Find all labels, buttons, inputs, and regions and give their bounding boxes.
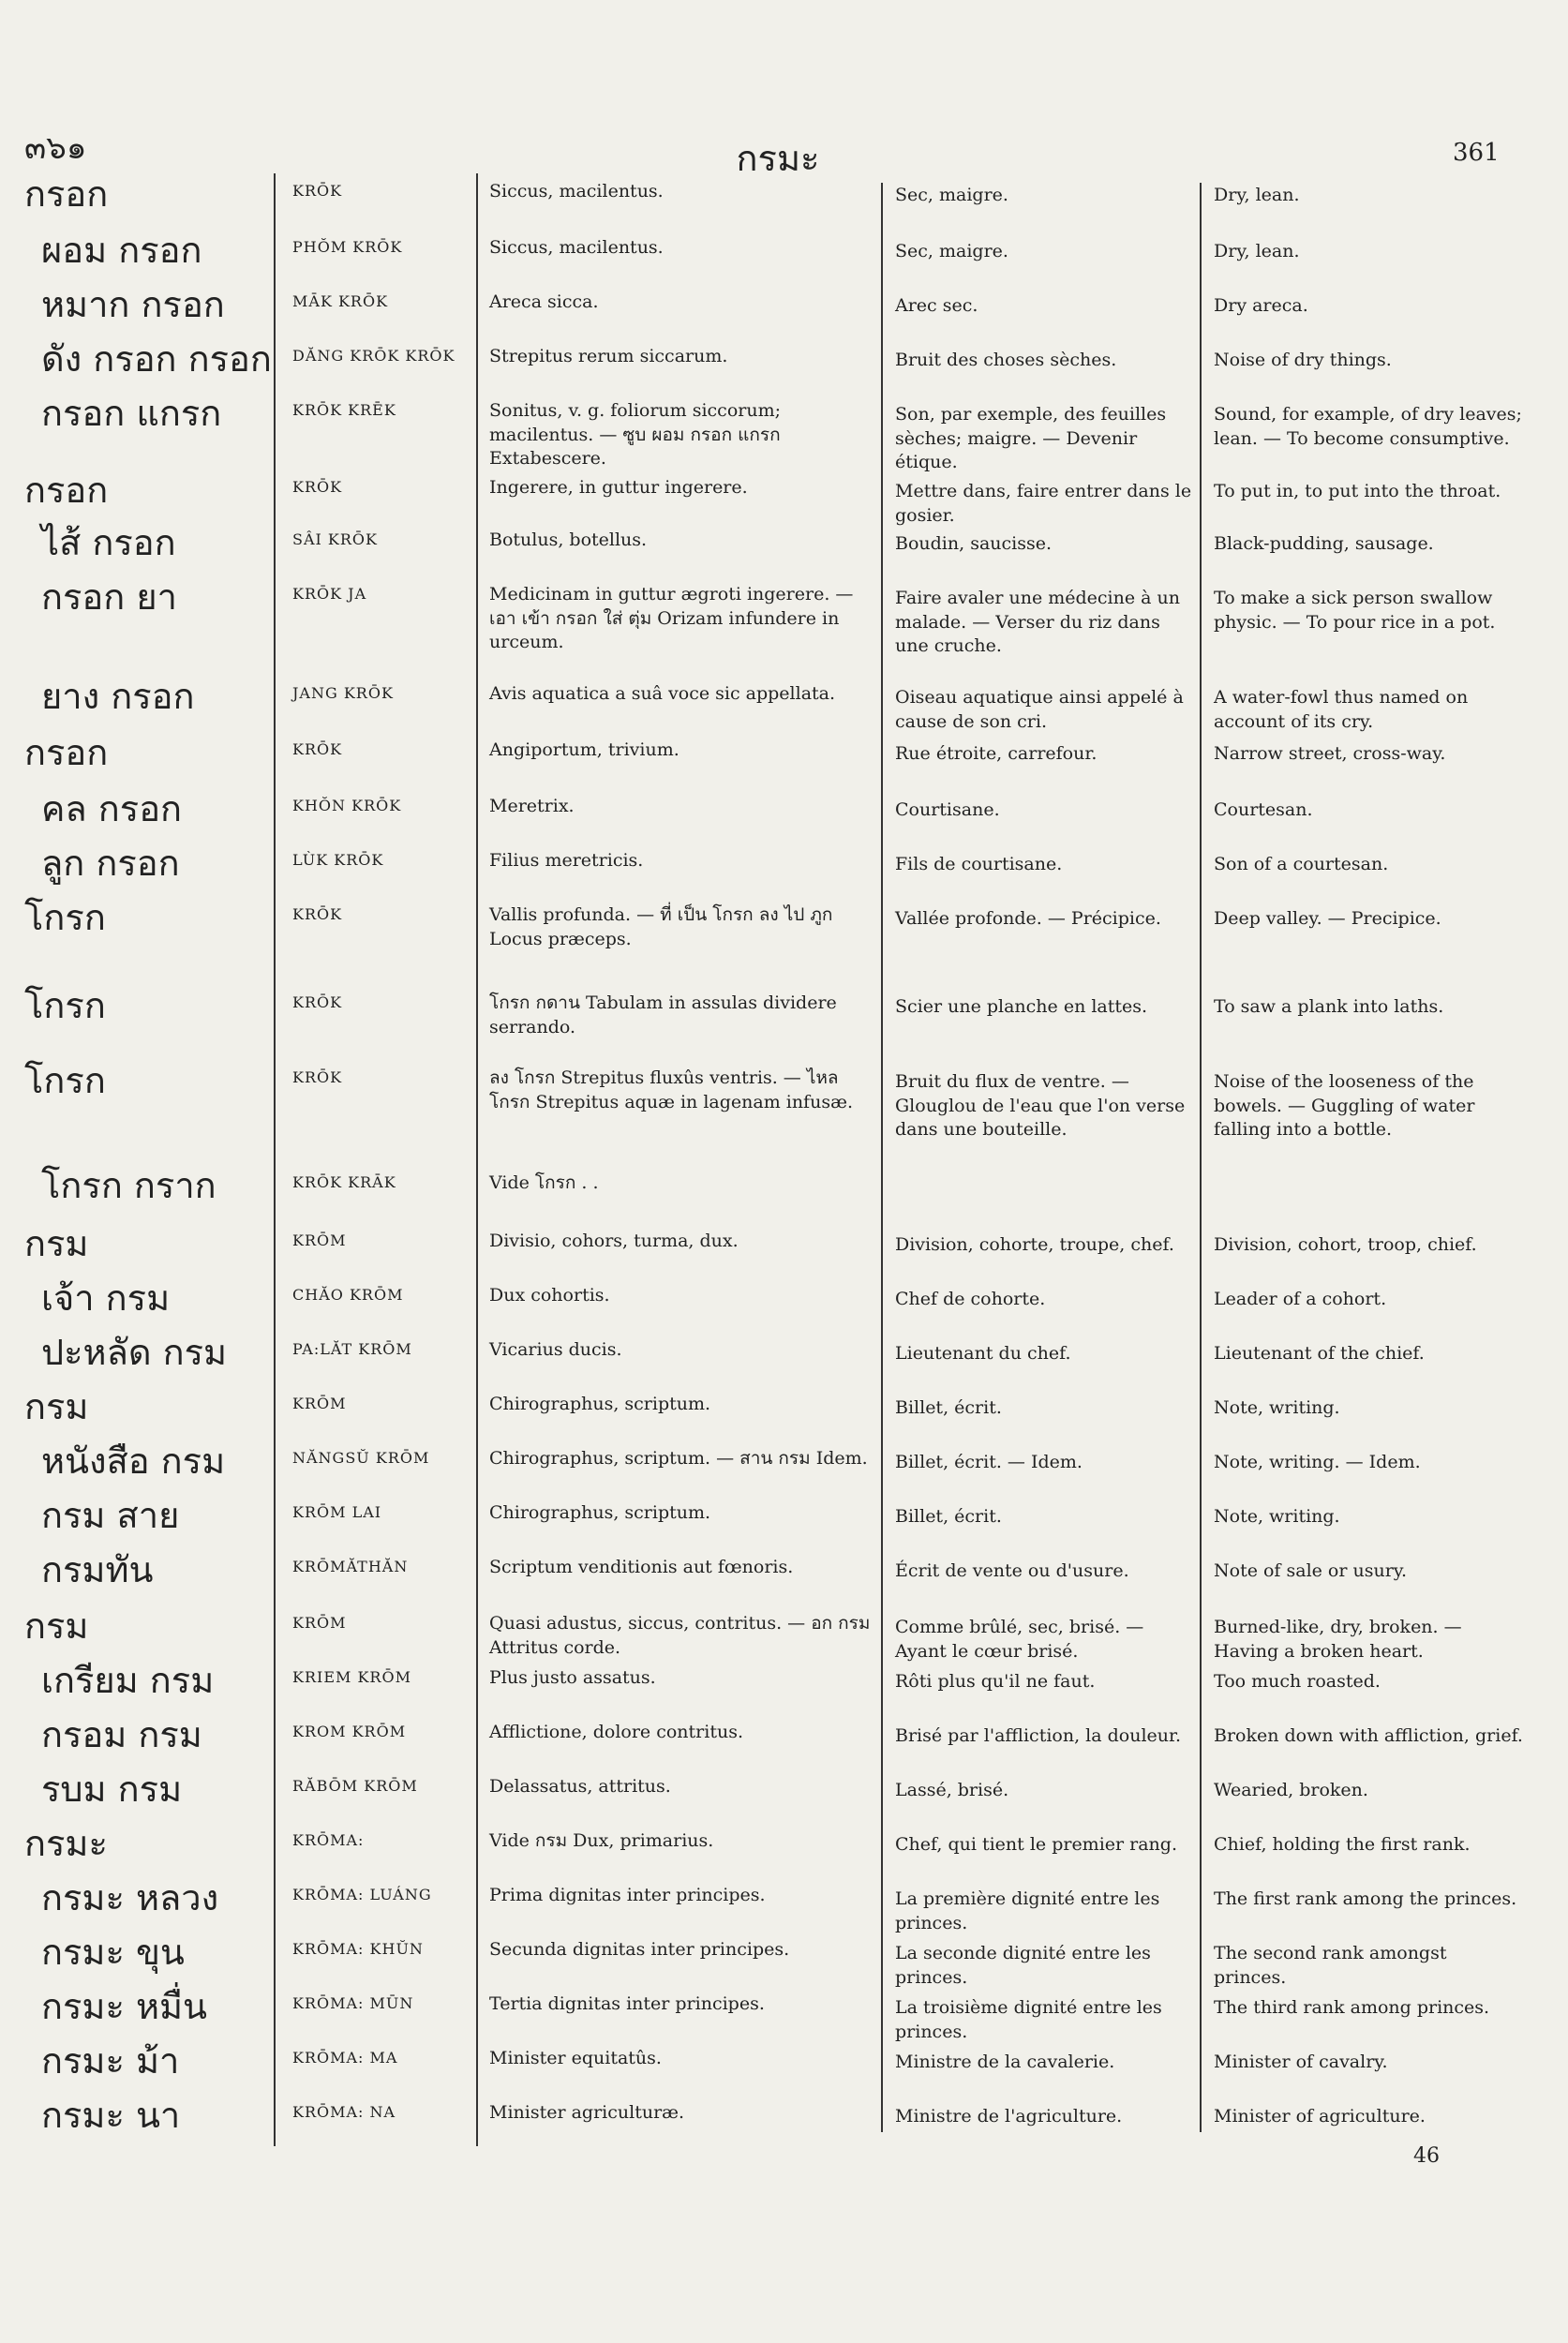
thai-headword: โกรก — [24, 1060, 106, 1101]
english-definition: Deep valley. — Precipice. — [1214, 908, 1441, 929]
thai-headword: ปะหลัด กรม — [41, 1332, 228, 1373]
romanization: KRŌM LAI — [292, 1503, 382, 1521]
latin-definition: Divisio, cohors, turma, dux. — [489, 1231, 739, 1251]
romanization: RĂBŌM KRŌM — [292, 1777, 418, 1795]
english-definition: Noise of the looseness of the bowels. — Guggling of water falling into a bottle. — [1214, 1071, 1475, 1141]
english-definition: A water-fowl thus named on account of its cry. — [1214, 687, 1469, 732]
french-definition: Vallée profonde. — Précipice. — [895, 908, 1161, 929]
thai-headword: กรมะ นา — [41, 2095, 181, 2136]
latin-definition: Vide โกรก . . — [489, 1172, 599, 1193]
thai-headword: เกรียม กรม — [41, 1660, 215, 1701]
english-definition: Leader of a cohort. — [1214, 1289, 1387, 1309]
thai-headword: กรม — [24, 1223, 89, 1264]
french-definition: La troisième dignité entre les princes. — [895, 1997, 1162, 2042]
romanization: KRŌMA: — [292, 1831, 365, 1849]
latin-definition: Ingerere, in guttur ingerere. — [489, 477, 748, 498]
french-definition: Faire avaler une médecine à un malade. — Verser du riz dans une cruche. — [895, 588, 1180, 657]
latin-definition: Chirographus, scriptum. — [489, 1394, 711, 1414]
french-definition: Lassé, brisé. — [895, 1780, 1009, 1800]
romanization: KRŌMA: MŪN — [292, 1994, 414, 2012]
romanization: PA:LĂT KRŌM — [292, 1340, 412, 1358]
latin-definition: Medicinam in guttur ægroti ingerere. — เอา เข้า กรอก ใส่ ตุ่ม Orizam infundere in urceum. — [489, 584, 854, 653]
english-definition: Minister of agriculture. — [1214, 2106, 1426, 2127]
romanization: KRŌMA: MA — [292, 2049, 398, 2067]
thai-headword: กรม — [24, 1386, 89, 1427]
french-definition: Scier une planche en lattes. — [895, 996, 1148, 1017]
latin-definition: Chirographus, scriptum. — สาน กรม Idem. — [489, 1448, 868, 1469]
latin-definition: Sonitus, v. g. foliorum siccorum; macilentus. — ซูบ ผอม กรอก แกรก Extabescere. — [489, 400, 781, 470]
thai-headword: กรมะ หมื่น — [41, 1986, 208, 2027]
french-definition: Ministre de l'agriculture. — [895, 2106, 1123, 2127]
latin-definition: Meretrix. — [489, 796, 575, 816]
thai-headword: ไส้ กรอก — [41, 522, 176, 563]
romanization: KRŌMA: NA — [292, 2103, 396, 2121]
column-divider-2 — [476, 173, 478, 2146]
thai-headword: กรอม กรม — [41, 1714, 202, 1755]
romanization: CHĂO KRŌM — [292, 1286, 404, 1304]
latin-definition: Prima dignitas inter principes. — [489, 1885, 766, 1905]
french-definition: Billet, écrit. — Idem. — [895, 1452, 1083, 1472]
latin-definition: Filius meretricis. — [489, 850, 644, 871]
thai-headword: กรมะ หลวง — [41, 1877, 219, 1918]
english-definition: Black-pudding, sausage. — [1214, 533, 1434, 554]
romanization: PHŎM KRŌK — [292, 238, 403, 256]
english-definition: Dry areca. — [1214, 295, 1308, 316]
romanization: KHŎN KRŌK — [292, 797, 402, 814]
french-definition: Écrit de vente ou d'usure. — [895, 1560, 1129, 1581]
latin-definition: Areca sicca. — [489, 291, 599, 312]
english-definition: Division, cohort, troop, chief. — [1214, 1234, 1477, 1255]
english-definition: Dry, lean. — [1214, 185, 1300, 205]
latin-definition: Vide กรม Dux, primarius. — [489, 1830, 714, 1851]
french-definition: Arec sec. — [895, 295, 978, 316]
english-definition: Narrow street, cross-way. — [1214, 743, 1446, 764]
english-definition: Minister of cavalry. — [1214, 2052, 1388, 2072]
latin-definition: Chirographus, scriptum. — [489, 1502, 711, 1523]
romanization: KRŌK — [292, 905, 343, 923]
english-definition: To put in, to put into the throat. — [1214, 481, 1501, 501]
column-divider-1 — [274, 173, 276, 2146]
french-definition: Mettre dans, faire entrer dans le gosier. — [895, 481, 1192, 526]
french-definition: Rue étroite, carrefour. — [895, 743, 1098, 764]
french-definition: Courtisane. — [895, 799, 1000, 820]
french-definition: Bruit du flux de ventre. — Glouglou de l'eau que l'on verse dans une bouteille. — [895, 1071, 1186, 1141]
romanization: KROM KRŌM — [292, 1723, 407, 1740]
english-definition: Son of a courtesan. — [1214, 854, 1389, 874]
latin-definition: Siccus, macilentus. — [489, 237, 664, 258]
thai-headword: กรมะ ม้า — [41, 2040, 180, 2082]
thai-headword: ผอม กรอก — [41, 230, 202, 271]
english-definition: Wearied, broken. — [1214, 1780, 1368, 1800]
latin-definition: Vicarius ducis. — [489, 1339, 622, 1360]
latin-definition: Dux cohortis. — [489, 1285, 610, 1306]
french-definition: Chef, qui tient le premier rang. — [895, 1834, 1177, 1855]
thai-headword: กรอก แกรก — [41, 393, 222, 434]
romanization: KRŌK KRĀK — [292, 1173, 396, 1191]
french-definition: Fils de courtisane. — [895, 854, 1063, 874]
romanization: KRŌMA: LUÁNG — [292, 1886, 432, 1903]
thai-headword: โกรก กราก — [41, 1165, 217, 1206]
romanization: KRŌK KRĒK — [292, 401, 396, 419]
english-definition: Noise of dry things. — [1214, 350, 1392, 370]
french-definition: Division, cohorte, troupe, chef. — [895, 1234, 1174, 1255]
latin-definition: Botulus, botellus. — [489, 530, 648, 550]
english-definition: Dry, lean. — [1214, 241, 1300, 261]
french-definition: Ministre de la cavalerie. — [895, 2052, 1115, 2072]
thai-headword: กรมทัน — [41, 1549, 154, 1590]
romanization: DĂNG KRŌK KRŌK — [292, 347, 455, 365]
thai-page-number: ๓๖๑ — [24, 129, 87, 167]
romanization: KRŌK — [292, 1068, 343, 1086]
latin-definition: Angiportum, trivium. — [489, 739, 679, 760]
english-definition: Burned-like, dry, broken. — Having a broken heart. — [1214, 1617, 1462, 1662]
latin-definition: Vallis profunda. — ที่ เป็น โกรก ลง ไป ภูก Locus præceps. — [489, 904, 833, 949]
latin-definition: Quasi adustus, siccus, contritus. — อก กรม Attritus corde. — [489, 1613, 871, 1658]
romanization: KRŌK — [292, 993, 343, 1011]
english-definition: Lieutenant of the chief. — [1214, 1343, 1425, 1364]
french-definition: Lieutenant du chef. — [895, 1343, 1071, 1364]
romanization: KRŌM — [292, 1231, 347, 1249]
thai-headword: โกรก — [24, 985, 106, 1026]
thai-headword: กรอก — [24, 732, 109, 773]
romanization: LÙK KRŌK — [292, 851, 384, 869]
french-definition: Boudin, saucisse. — [895, 533, 1053, 554]
page-number: 361 — [1453, 139, 1500, 167]
column-divider-3 — [881, 183, 883, 2132]
english-definition: Courtesan. — [1214, 799, 1313, 820]
latin-definition: Secunda dignitas inter principes. — [489, 1939, 790, 1960]
french-definition: La seconde dignité entre les princes. — [895, 1943, 1151, 1988]
thai-headword: กรมะ ขุน — [41, 1932, 185, 1973]
french-definition: Sec, maigre. — [895, 241, 1008, 261]
thai-headword: ลูก กรอก — [41, 843, 180, 884]
thai-headword: กรอก ยา — [41, 576, 177, 618]
english-definition: Sound, for example, of dry leaves; lean. — To become consumptive. — [1214, 404, 1522, 449]
latin-definition: Afflictione, dolore contritus. — [489, 1722, 743, 1742]
french-definition: Chef de cohorte. — [895, 1289, 1046, 1309]
latin-definition: Siccus, macilentus. — [489, 181, 664, 201]
latin-definition: ลง โกรก Strepitus fluxûs ventris. — ไหล โกรก Strepitus aquæ in lagenam infusæ. — [489, 1067, 853, 1112]
romanization: KRŌM — [292, 1395, 347, 1412]
english-definition: Note, writing. — [1214, 1506, 1340, 1527]
french-definition: Billet, écrit. — [895, 1397, 1002, 1418]
romanization: KRŌK JA — [292, 585, 367, 603]
thai-headword: กรอก — [24, 470, 109, 511]
romanization: MĀK KRŌK — [292, 292, 389, 310]
thai-headword: ยาง กรอก — [41, 676, 195, 717]
latin-definition: Minister agriculturæ. — [489, 2102, 685, 2123]
latin-definition: โกรก กดาน Tabulam in assulas dividere serrando. — [489, 992, 837, 1037]
english-definition: Note, writing. — [1214, 1397, 1340, 1418]
thai-headword: ดัง กรอก กรอก — [41, 338, 272, 380]
french-definition: Bruit des choses sèches. — [895, 350, 1117, 370]
romanization: KRŌMA: KHŬN — [292, 1940, 424, 1958]
latin-definition: Scriptum venditionis aut fœnoris. — [489, 1557, 794, 1577]
thai-headword: รบม กรม — [41, 1768, 183, 1810]
latin-definition: Tertia dignitas inter principes. — [489, 1993, 765, 2014]
romanization: KRŌM — [292, 1614, 347, 1632]
english-definition: To make a sick person swallow physic. — To pour rice in a pot. — [1214, 588, 1496, 633]
thai-headword: กรม สาย — [41, 1495, 180, 1536]
romanization: KRŌMĂTHĂN — [292, 1558, 409, 1575]
english-definition: The third rank among princes. — [1214, 1997, 1490, 2018]
english-definition: Note, writing. — Idem. — [1214, 1452, 1421, 1472]
signature-mark: 46 — [1413, 2144, 1440, 2168]
romanization: NĂNGSŬ KRŌM — [292, 1449, 430, 1467]
french-definition: Son, par exemple, des feuilles sèches; maigre. — Devenir étique. — [895, 404, 1167, 473]
french-definition: Comme brûlé, sec, brisé. — Ayant le cœur brisé. — [895, 1617, 1144, 1662]
english-definition: The first rank among the princes. — [1214, 1888, 1517, 1909]
thai-headword: หนังสือ กรม — [41, 1440, 226, 1482]
romanization: KRŌK — [292, 478, 343, 496]
romanization: KRIEM KRŌM — [292, 1668, 411, 1686]
thai-headword: เจ้า กรม — [41, 1277, 171, 1319]
romanization: JANG KRŌK — [292, 684, 394, 702]
french-definition: Billet, écrit. — [895, 1506, 1002, 1527]
column-divider-4 — [1200, 183, 1202, 2132]
french-definition: La première dignité entre les princes. — [895, 1888, 1160, 1933]
french-definition: Rôti plus qu'il ne faut. — [895, 1671, 1096, 1692]
thai-headword: คล กรอก — [41, 788, 183, 829]
latin-definition: Plus justo assatus. — [489, 1667, 656, 1688]
english-definition: To saw a plank into laths. — [1214, 996, 1444, 1017]
thai-headword: หมาก กรอก — [41, 284, 225, 325]
thai-headword: กรม — [24, 1605, 89, 1647]
latin-definition: Delassatus, attritus. — [489, 1776, 671, 1797]
romanization: KRŌK — [292, 182, 343, 200]
thai-headword: กรอก — [24, 173, 109, 215]
english-definition: Too much roasted. — [1214, 1671, 1381, 1692]
french-definition: Sec, maigre. — [895, 185, 1008, 205]
english-definition: Chief, holding the first rank. — [1214, 1834, 1471, 1855]
thai-headword: กรมะ — [24, 1823, 108, 1864]
english-definition: Note of sale or usury. — [1214, 1560, 1408, 1581]
romanization: KRŌK — [292, 740, 343, 758]
french-definition: Oiseau aquatique ainsi appelé à cause de son cri. — [895, 687, 1184, 732]
latin-definition: Strepitus rerum siccarum. — [489, 346, 728, 366]
french-definition: Brisé par l'affliction, la douleur. — [895, 1725, 1182, 1746]
romanization: SÂI KRŌK — [292, 530, 378, 548]
thai-headword: โกรก — [24, 897, 106, 938]
english-definition: The second rank amongst princes. — [1214, 1943, 1447, 1988]
english-definition: Broken down with affliction, grief. — [1214, 1725, 1523, 1746]
page-title: กรมะ — [736, 138, 820, 179]
latin-definition: Avis aquatica a suâ voce sic appellata. — [489, 683, 836, 704]
latin-definition: Minister equitatûs. — [489, 2048, 662, 2068]
